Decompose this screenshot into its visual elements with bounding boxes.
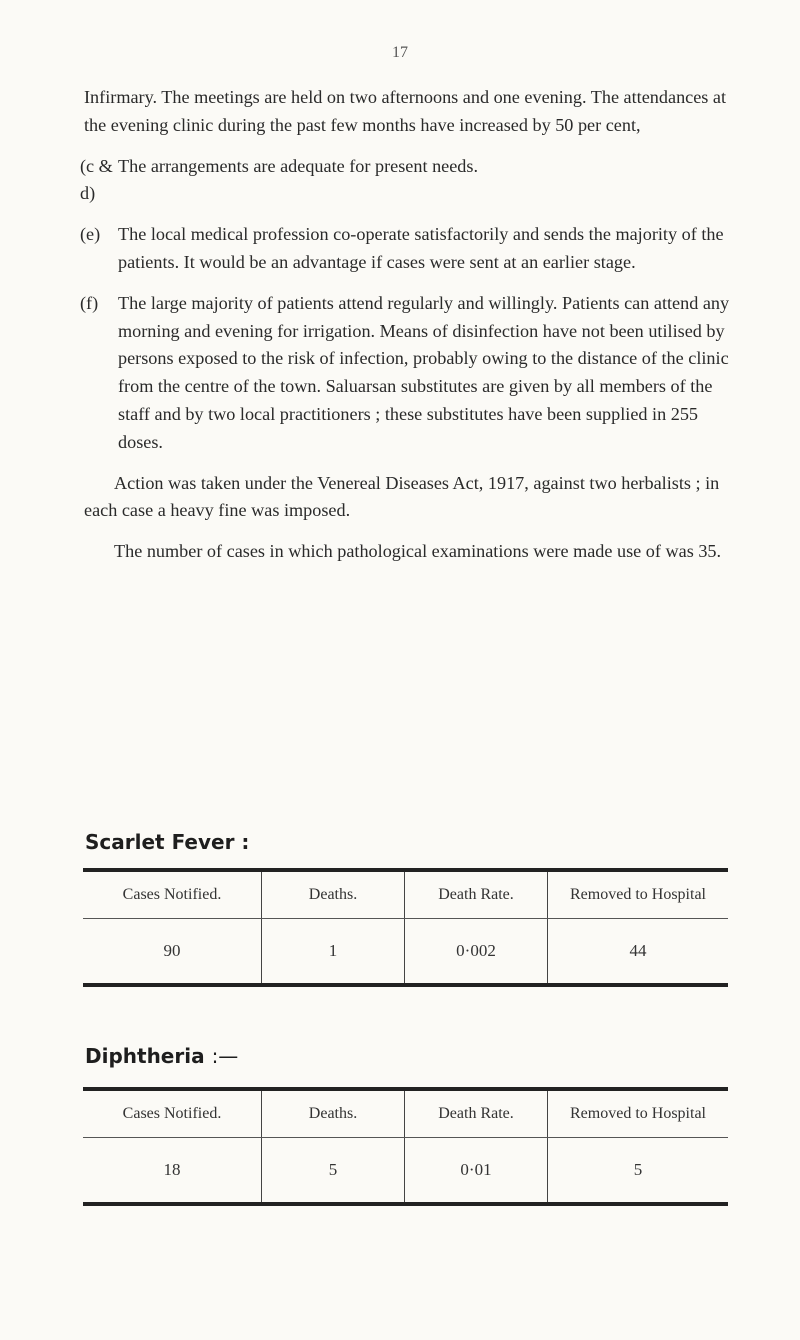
cell-removed-to-hospital: 44 [548, 919, 729, 986]
cell-death-rate: 0·01 [405, 1138, 548, 1205]
paragraph-infirmary: Infirmary. The meetings are held on two afternoons and one evening. The attendances at the evening clinic during the past few months have increased by 50 per cent, [84, 87, 727, 135]
item-f [80, 290, 730, 457]
diphtheria-heading-text: Diphtheria [85, 1044, 205, 1068]
cell-death-rate: 0·002 [405, 919, 548, 986]
item-c-d-label: (c & d) [80, 155, 113, 204]
body-text [80, 84, 730, 579]
col-death-rate: Death Rate. [405, 870, 548, 919]
item-e [80, 221, 730, 277]
table-header-row [83, 1089, 728, 1138]
col-death-rate: Death Rate. [405, 1089, 548, 1138]
diphtheria-table [83, 1087, 728, 1206]
scarlet-fever-table [83, 868, 728, 987]
table-header-row [83, 870, 728, 919]
paragraph-pathology: The number of cases in which pathological examinations were made use of was 35. [114, 541, 722, 562]
col-removed-to-hospital: Removed to Hospital [548, 870, 729, 919]
table-row [83, 919, 728, 986]
item-e-label: (e) [80, 224, 101, 245]
cell-cases-notified: 18 [83, 1138, 262, 1205]
diphtheria-heading-suffix: :— [211, 1044, 239, 1068]
diphtheria-heading [85, 1044, 238, 1068]
cell-deaths: 1 [262, 919, 405, 986]
col-deaths: Deaths. [262, 870, 405, 919]
item-f-label: (f) [80, 292, 99, 313]
item-c-d-text: The arrangements are adequate for present needs. [118, 155, 479, 176]
item-f-text: The large majority of patients attend regularly and willingly. Patients can attend any morning and evening for irrigation. Means of disinfection have not been utilised by persons exposed to the risk of infection, probably owing to the distance of the clinic from the centre of the town. Saluarsan substitutes are given by all members of the staff and by two local practitioners ; these substitutes have been supplied in 255 doses. [118, 292, 730, 452]
col-deaths: Deaths. [262, 1089, 405, 1138]
item-e-text: The local medical profession co-operate satisfactorily and sends the majority of the patients. It would be an advantage if cases were sent at an earlier stage. [118, 224, 724, 272]
page-number: 17 [392, 44, 408, 61]
paragraph-action: Action was taken under the Venereal Diseases Act, 1917, against two herbalists ; in each case a heavy fine was imposed. [84, 472, 720, 521]
cell-removed-to-hospital: 5 [548, 1138, 729, 1205]
table-row [83, 1138, 728, 1205]
cell-cases-notified: 90 [83, 919, 262, 986]
col-cases-notified: Cases Notified. [83, 870, 262, 919]
item-c-d [80, 153, 730, 209]
cell-deaths: 5 [262, 1138, 405, 1205]
col-cases-notified: Cases Notified. [83, 1089, 262, 1138]
col-removed-to-hospital: Removed to Hospital [548, 1089, 729, 1138]
scarlet-fever-heading: Scarlet Fever : [85, 830, 250, 854]
